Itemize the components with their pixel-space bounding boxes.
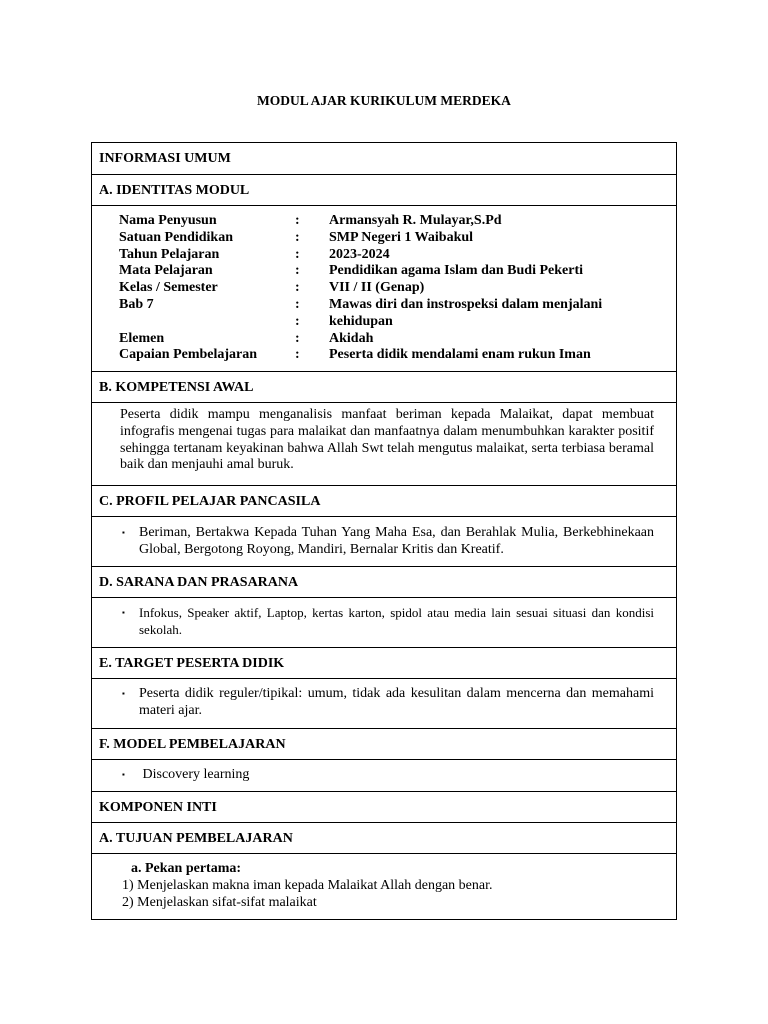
model-block <box>92 759 676 791</box>
bullet-icon: ▪ <box>122 689 125 698</box>
list-item <box>120 766 654 783</box>
identity-row <box>119 331 676 348</box>
identity-value: SMP Negeri 1 Waibakul <box>329 229 474 245</box>
identity-value: Mawas diri dan instrospeksi dalam menjalani <box>329 296 603 312</box>
identity-value: Peserta didik mendalami enam rukun Iman <box>329 347 591 363</box>
identity-row <box>119 347 676 364</box>
identity-value: 2023-2024 <box>329 246 390 262</box>
target-header: E. TARGET PESERTA DIDIK <box>92 647 676 678</box>
identity-colon: : <box>295 313 300 329</box>
identity-label: Bab 7 <box>119 296 154 312</box>
bullet-icon: ▪ <box>122 608 125 617</box>
identity-colon: : <box>295 246 300 262</box>
identity-colon: : <box>295 263 300 279</box>
kompetensi-header: B. KOMPETENSI AWAL <box>92 371 676 402</box>
identity-colon: : <box>295 229 300 245</box>
kompetensi-text: Peserta didik mampu menganalisis manfaat beriman kepada Malaikat, dapat membuat infografis mengenai tugas para malaikat dan manfaatnya dalam menumbuhkan karakter positif sehingga tertanam keyakinan bahwa Allah Swt telah mengutus malaikat, serta terbiasa beramal baik dan menjauhi amal buruk. <box>92 402 676 485</box>
bullet-icon: ▪ <box>122 528 125 537</box>
list-item: 1) Menjelaskan makna iman kepada Malaikat Allah dengan benar. <box>122 878 493 893</box>
identity-colon: : <box>295 296 300 312</box>
identity-row <box>119 213 676 230</box>
profil-block <box>92 516 676 566</box>
identity-value: Armansyah R. Mulayar,S.Pd <box>329 213 502 228</box>
identity-row <box>119 247 676 264</box>
list-item <box>120 524 654 558</box>
identity-label: Satuan Pendidikan <box>119 229 233 245</box>
identity-row <box>119 314 676 331</box>
identitas-block <box>92 205 676 371</box>
profil-text: Beriman, Bertakwa Kepada Tuhan Yang Maha Esa, dan Berahlak Mulia, Berkebhinekaan Global, Bergotong Royong, Mandiri, Bernalar Kritis dan Kreatif. <box>139 525 654 557</box>
identity-label: Capaian Pembelajaran <box>119 347 258 363</box>
informasi-umum-header: INFORMASI UMUM <box>99 151 231 166</box>
tujuan-block <box>92 853 676 919</box>
tujuan-header: A. TUJUAN PEMBELAJARAN <box>92 822 676 853</box>
sarana-block <box>92 597 676 647</box>
sarana-text: Infokus, Speaker aktif, Laptop, kertas karton, spidol atau media lain sesuai situasi dan kondisi sekolah. <box>139 605 654 637</box>
sarana-header: D. SARANA DAN PRASARANA <box>92 566 676 597</box>
identity-value: VII / II (Genap) <box>329 280 425 296</box>
list-item: 2) Menjelaskan sifat-sifat malaikat <box>122 895 317 910</box>
bullet-icon: ▪ <box>122 770 125 779</box>
identity-label: Elemen <box>119 330 165 346</box>
identity-label: Tahun Pelajaran <box>119 246 220 262</box>
list-item <box>120 685 654 719</box>
identity-value: Pendidikan agama Islam dan Budi Pekerti <box>329 263 583 279</box>
identity-label <box>119 314 295 331</box>
identity-label: Mata Pelajaran <box>119 263 213 279</box>
identity-row <box>119 230 676 247</box>
model-header: F. MODEL PEMBELAJARAN <box>92 728 676 759</box>
identity-label: Kelas / Semester <box>119 280 218 296</box>
identity-colon: : <box>295 330 300 346</box>
model-text: Discovery learning <box>139 767 250 782</box>
identity-value: kehidupan <box>329 313 393 329</box>
profil-header: C. PROFIL PELAJAR PANCASILA <box>92 485 676 516</box>
identity-colon: : <box>295 213 300 228</box>
komponen-inti-header: KOMPONEN INTI <box>92 791 676 822</box>
identity-label: Nama Penyusun <box>119 213 217 228</box>
target-block <box>92 678 676 728</box>
identity-value: Akidah <box>329 330 374 346</box>
identity-colon: : <box>295 280 300 296</box>
identity-colon: : <box>295 347 300 363</box>
identity-row <box>119 297 676 314</box>
module-table <box>91 142 677 920</box>
tujuan-subheading: a. Pekan pertama: <box>131 861 242 876</box>
identitas-header: A. IDENTITAS MODUL <box>92 174 676 205</box>
identity-row <box>119 280 676 297</box>
target-text: Peserta didik reguler/tipikal: umum, tidak ada kesulitan dalam mencerna dan memahami materi ajar. <box>139 686 654 718</box>
identity-row <box>119 263 676 280</box>
page-title: MODUL AJAR KURIKULUM MERDEKA <box>257 93 511 108</box>
list-item <box>120 604 654 638</box>
